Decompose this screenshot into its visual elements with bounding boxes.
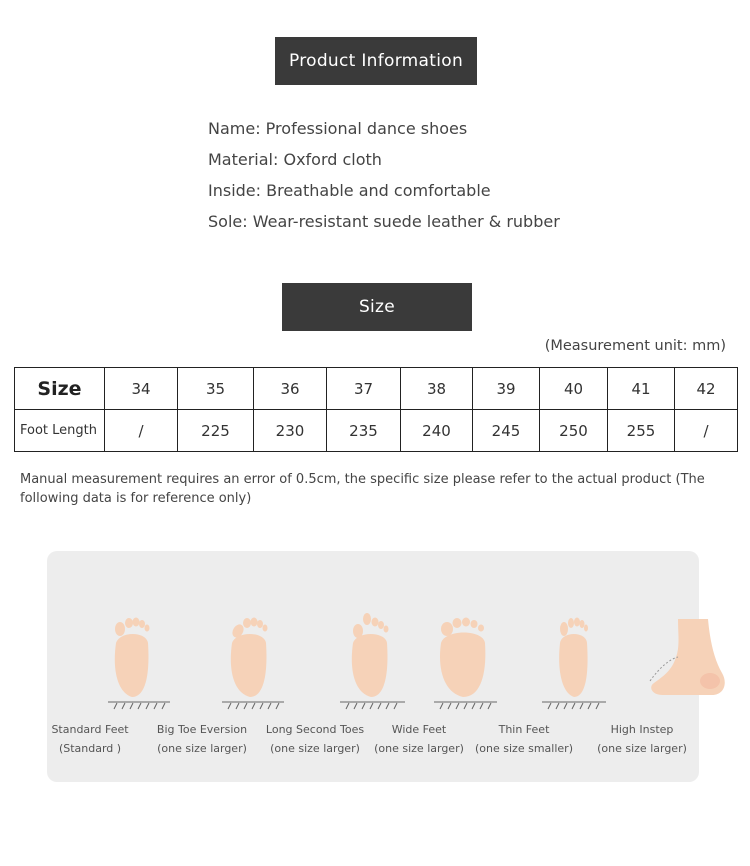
- size-cell: 35: [178, 368, 254, 410]
- length-cell: /: [105, 410, 178, 452]
- length-cell: 255: [608, 410, 675, 452]
- length-cell: 250: [540, 410, 608, 452]
- size-cell: 37: [327, 368, 401, 410]
- foot-type-label: Thin Feet: [498, 723, 550, 736]
- foot-type-thin: [474, 551, 574, 782]
- foot-type-standard: [47, 551, 133, 782]
- foot-type-sub: (one size larger): [374, 742, 464, 755]
- foot-type-long-second-toes: [259, 551, 371, 782]
- size-cell: 36: [254, 368, 327, 410]
- size-cell: 38: [401, 368, 473, 410]
- size-title: Size: [358, 297, 396, 317]
- foot-type-high-instep: [592, 551, 692, 782]
- info-sole: Sole: Wear-resistant suede leather & rubber: [208, 212, 560, 231]
- size-table: [14, 367, 738, 452]
- length-cell: 230: [254, 410, 327, 452]
- foot-length-row: [15, 410, 738, 452]
- foot-type-label: Standard Feet: [51, 723, 129, 736]
- foot-type-sub: (one size larger): [597, 742, 687, 755]
- foot-type-big-toe-eversion: [152, 551, 252, 782]
- foot-type-sub: (one size larger): [157, 742, 247, 755]
- product-info-banner: [275, 37, 477, 85]
- size-row-header: Size: [15, 368, 105, 410]
- info-name: Name: Professional dance shoes: [208, 119, 468, 138]
- length-cell: 240: [401, 410, 473, 452]
- size-banner: [282, 283, 472, 331]
- measurement-unit-note: (Measurement unit: mm): [544, 338, 726, 354]
- high-instep-foot-icon: [642, 601, 742, 711]
- foot-type-sub: (Standard ): [58, 742, 122, 755]
- info-inside: Inside: Breathable and comfortable: [208, 181, 491, 200]
- foot-type-panel: [47, 551, 699, 782]
- size-cell: 40: [540, 368, 608, 410]
- foot-type-label: Big Toe Eversion: [156, 723, 248, 736]
- measurement-note: Manual measurement requires an error of 0.5cm, the specific size please refer to the actual product (The following data is for reference only): [20, 472, 705, 506]
- foot-type-wide: [374, 551, 464, 782]
- size-cell: 39: [473, 368, 540, 410]
- info-material: Material: Oxford cloth: [208, 150, 382, 169]
- foot-length-row-header: Foot Length: [15, 410, 105, 452]
- size-cell: 41: [608, 368, 675, 410]
- foot-type-label: Wide Feet: [391, 723, 447, 736]
- length-cell: 235: [327, 410, 401, 452]
- foot-type-sub: (one size larger): [270, 742, 360, 755]
- size-cell: 34: [105, 368, 178, 410]
- foot-type-sub: (one size smaller): [475, 742, 573, 755]
- foot-type-label: High Instep: [610, 723, 674, 736]
- length-cell: 245: [473, 410, 540, 452]
- size-cell: 42: [675, 368, 738, 410]
- foot-type-label: Long Second Toes: [265, 723, 365, 736]
- product-info-title: Product Information: [288, 51, 464, 71]
- product-info-list: [208, 117, 560, 241]
- length-cell: 225: [178, 410, 254, 452]
- size-row: [15, 368, 738, 410]
- length-cell: /: [675, 410, 738, 452]
